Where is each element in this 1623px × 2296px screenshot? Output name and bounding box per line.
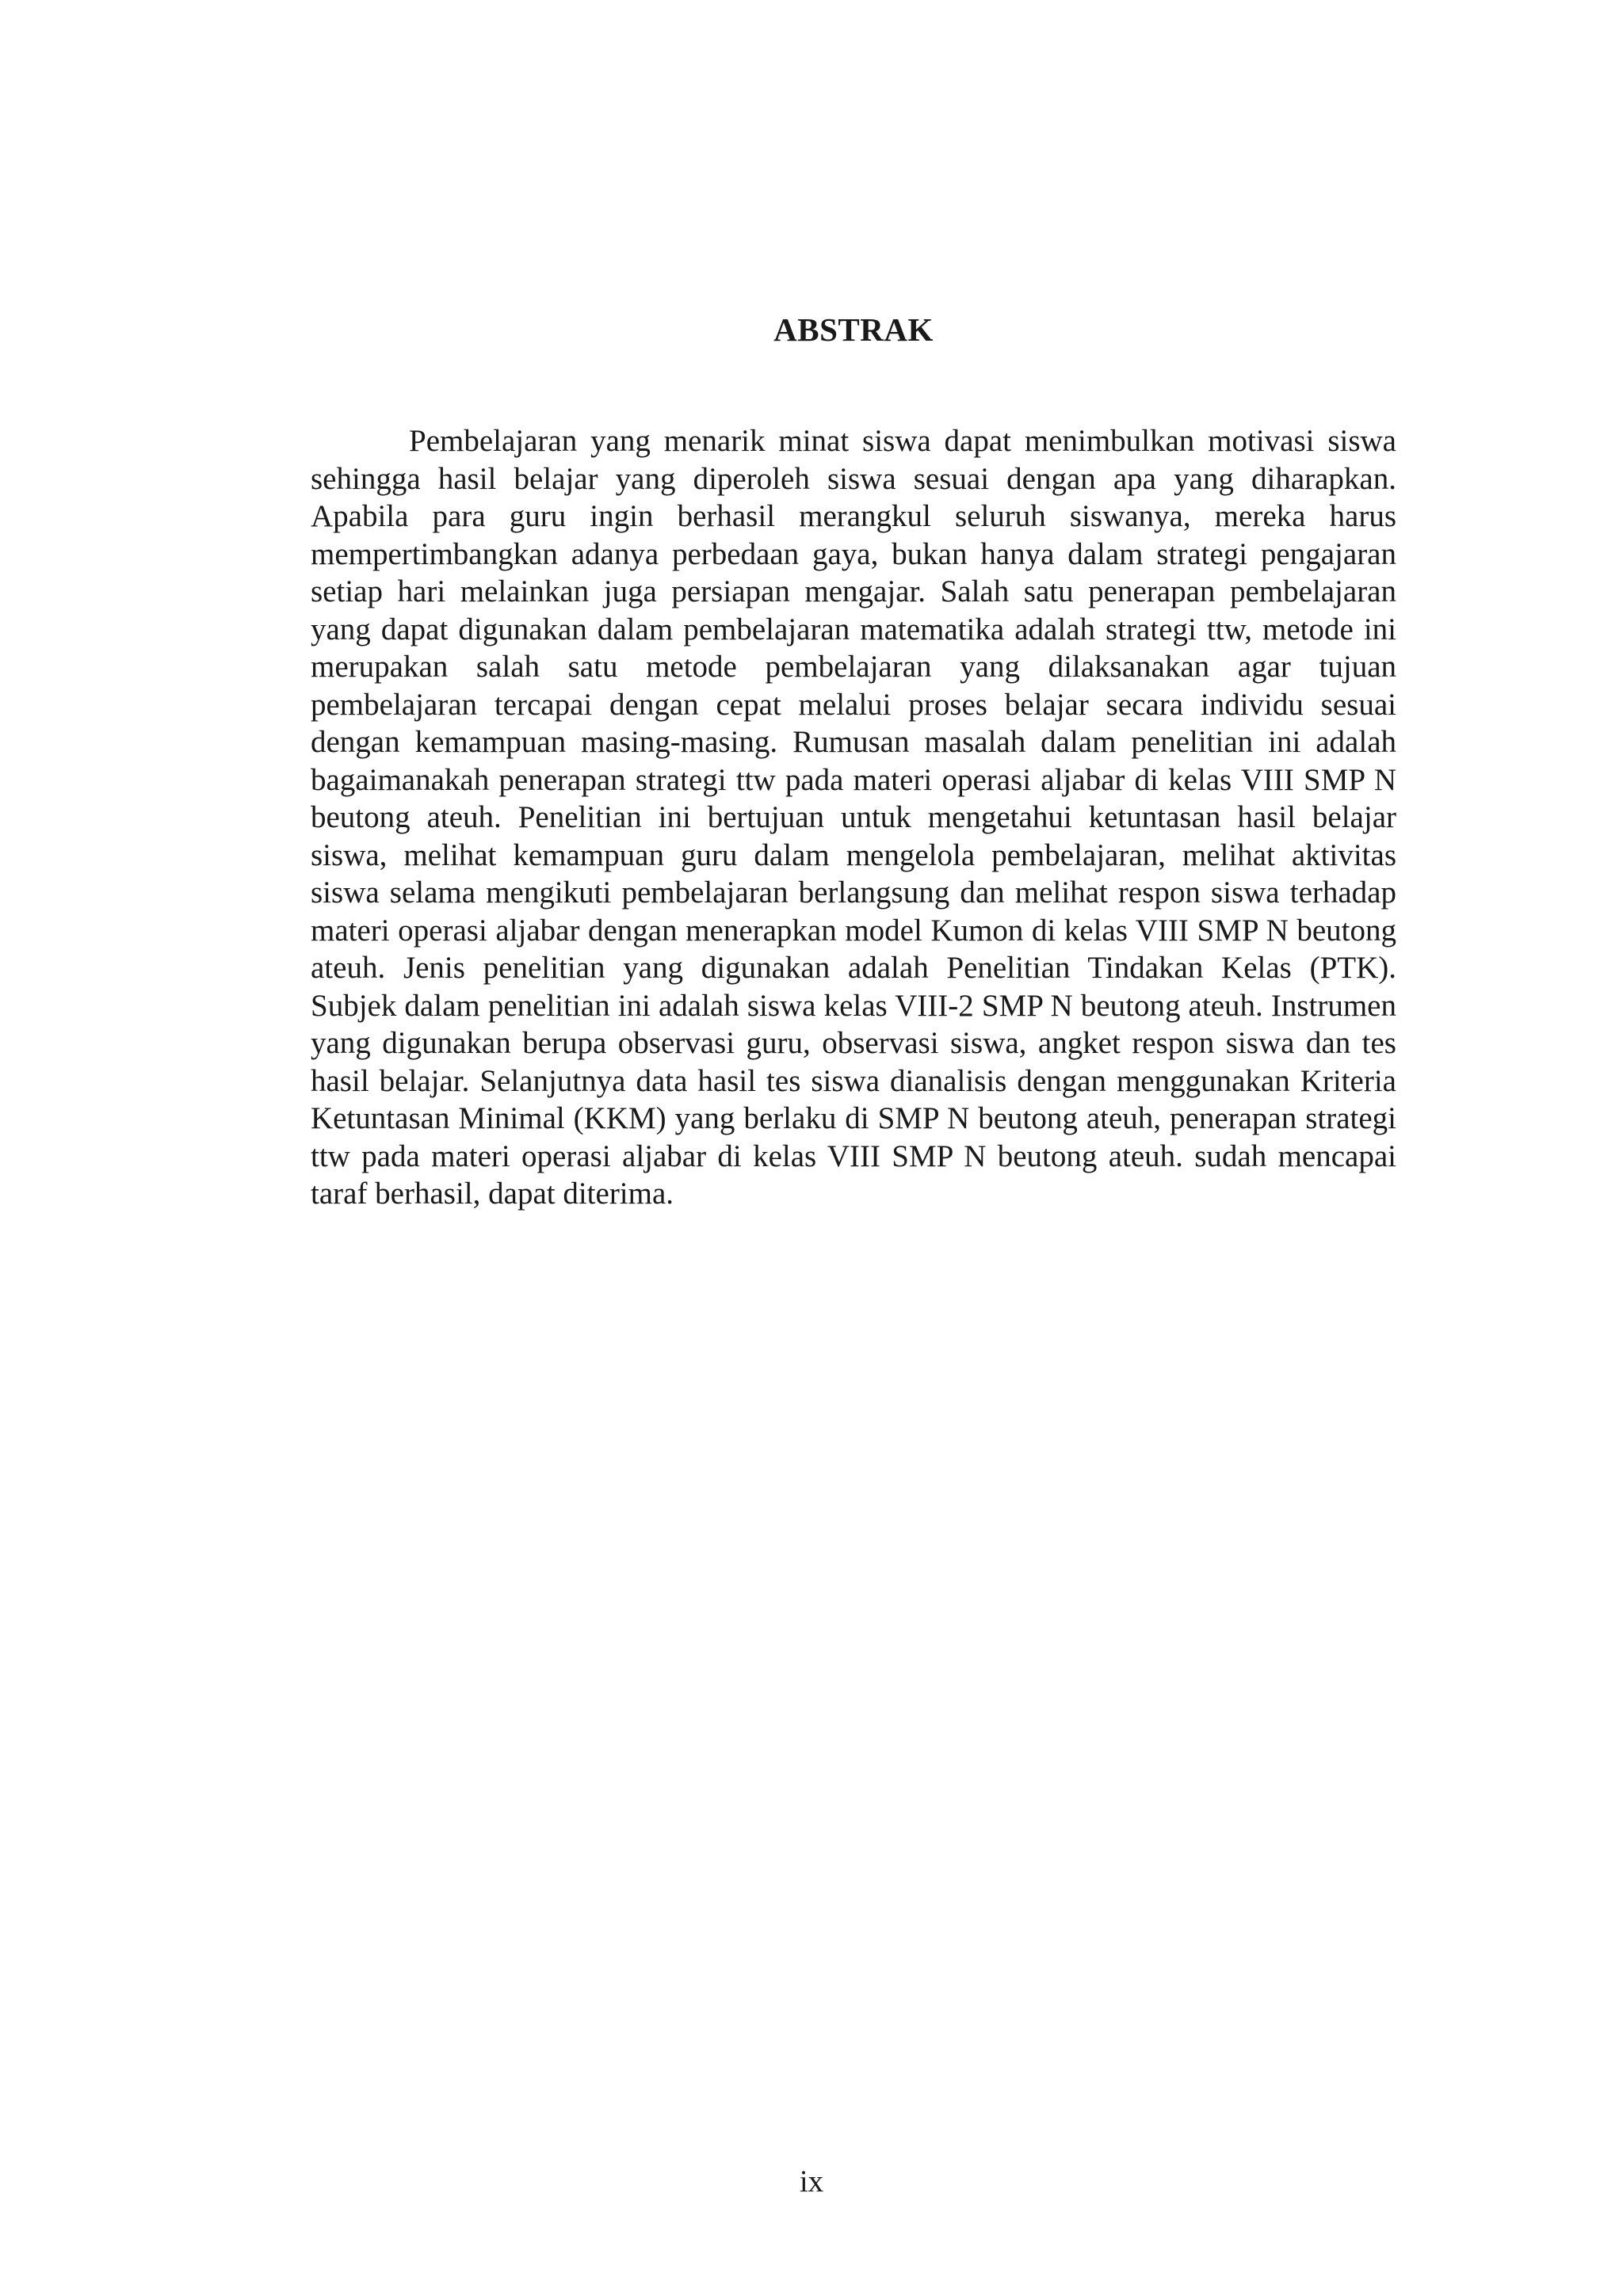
abstract-title: ABSTRAK (773, 311, 934, 348)
abstract-paragraph: Pembelajaran yang menarik minat siswa dapat menimbulkan motivasi siswa sehingga hasil belajar yang diperoleh siswa sesuai dengan apa yang diharapkan. Apabila para guru ingin berhasil merangkul seluruh siswanya, mereka harus mempertimbangkan adanya perbedaan gaya, bukan hanya dalam strategi pengajaran setiap hari melainkan juga persiapan mengajar. Salah satu penerapan pembelajaran yang dapat digunakan dalam pembelajaran matematika adalah strategi ttw, metode ini merupakan salah satu metode pembelajaran yang dilaksanakan agar tujuan pembelajaran tercapai dengan cepat melalui proses belajar secara individu sesuai dengan kemampuan masing-masing. Rumusan masalah dalam penelitian ini adalah bagaimanakah penerapan strategi ttw pada materi operasi aljabar di kelas VIII SMP N beutong ateuh. Penelitian ini bertujuan untuk mengetahui ketuntasan hasil belajar siswa, melihat kemampuan guru dalam mengelola pembelajaran, melihat aktivitas siswa selama mengikuti pembelajaran berlangsung dan melihat respon siswa terhadap materi operasi aljabar dengan menerapkan model Kumon di kelas VIII SMP N beutong ateuh. Jenis penelitian yang digunakan adalah Penelitian Tindakan Kelas (PTK). Subjek dalam penelitian ini adalah siswa kelas VIII-2 SMP N beutong ateuh. Instrumen yang digunakan berupa observasi guru, observasi siswa, angket respon siswa dan tes hasil belajar. Selanjutnya data hasil tes siswa dianalisis dengan menggunakan Kriteria Ketuntasan Minimal (KKM) yang berlaku di SMP N beutong ateuh, penerapan strategi ttw pada materi operasi aljabar di kelas VIII SMP N beutong ateuh. sudah mencapai taraf berhasil, dapat diterima. (311, 424, 1396, 1211)
page-number: ix (799, 2164, 824, 2199)
